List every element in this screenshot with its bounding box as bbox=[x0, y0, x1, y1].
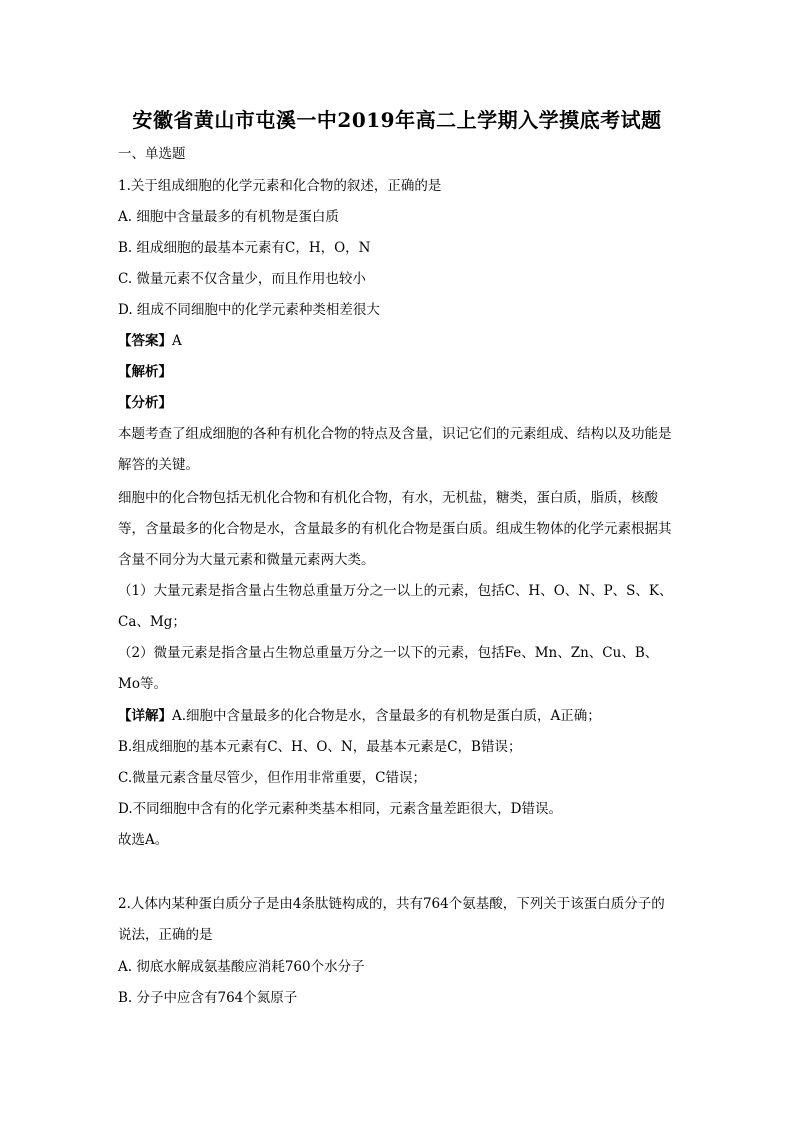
answer-value: A bbox=[172, 333, 182, 349]
explanation-label: 【解析】 bbox=[118, 364, 172, 380]
question-1-option-a: A. 细胞中含量最多的有机物是蛋白质 bbox=[118, 209, 339, 225]
question-1-option-b: B. 组成细胞的最基本元素有C，H，O，N bbox=[118, 240, 371, 256]
analysis-paragraph-4: （2）微量元素是指含量占生物总重量万分之一以下的元素，包括Fe、Mn、Zn、Cu、B、Mo等。 bbox=[118, 645, 659, 692]
question-1-stem: 1.关于组成细胞的化学元素和化合物的叙述，正确的是 bbox=[118, 178, 442, 194]
question-2-option-b: B. 分子中应含有764个氮原子 bbox=[118, 990, 298, 1006]
conclusion-line: 故选A。 bbox=[118, 832, 169, 848]
analysis-heading bbox=[118, 393, 678, 413]
analysis-label: 【分析】 bbox=[118, 395, 172, 411]
detail-line-d: D.不同细胞中含有的化学元素种类基本相同，元素含量差距很大，D错误。 bbox=[118, 801, 562, 817]
answer-line bbox=[118, 331, 678, 351]
question-1-option-d: D. 组成不同细胞中的化学元素种类相差很大 bbox=[118, 302, 380, 318]
detail-a-text: A.细胞中含量最多的化合物是水，含量最多的有机物是蛋白质，A正确； bbox=[172, 708, 601, 724]
section-heading: 一、单选题 bbox=[118, 146, 186, 162]
document-title: 安徽省黄山市屯溪一中2019年高二上学期入学摸底考试题 bbox=[132, 108, 662, 132]
question-2-option-a: A. 彻底水解成氨基酸应消耗760个水分子 bbox=[118, 959, 365, 975]
analysis-paragraph-2: 细胞中的化合物包括无机化合物和有机化合物，有水，无机盐，糖类，蛋白质，脂质，核酸等，含量最多的化合物是水，含量最多的有机化合物是蛋白质。组成生物体的化学元素根据其含量不同分为大量元素和微量元素两大类。 bbox=[118, 490, 672, 568]
question-2-stem: 2.人体内某种蛋白质分子是由4条肽链构成的，共有764个氨基酸，下列关于该蛋白质分子的说法，正确的是 bbox=[118, 896, 665, 943]
detail-line-b: B.组成细胞的基本元素有C、H、O、N，最基本元素是C，B错误； bbox=[118, 739, 522, 755]
analysis-paragraph-3: （1）大量元素是指含量占生物总重量万分之一以上的元素，包括C、H、O、N、P、S、K、Ca、Mg； bbox=[118, 583, 673, 630]
detail-label: 【详解】 bbox=[118, 708, 172, 724]
explanation-heading bbox=[118, 362, 678, 382]
question-1-option-c: C. 微量元素不仅含量少，而且作用也较小 bbox=[118, 271, 366, 287]
detail-line-a bbox=[118, 706, 678, 726]
analysis-paragraph-1: 本题考查了组成细胞的各种有机化合物的特点及含量，识记它们的元素组成、结构以及功能是解答的关键。 bbox=[118, 426, 672, 473]
answer-label: 【答案】 bbox=[118, 333, 172, 349]
detail-line-c: C.微量元素含量尽管少，但作用非常重要，C错误； bbox=[118, 770, 426, 786]
